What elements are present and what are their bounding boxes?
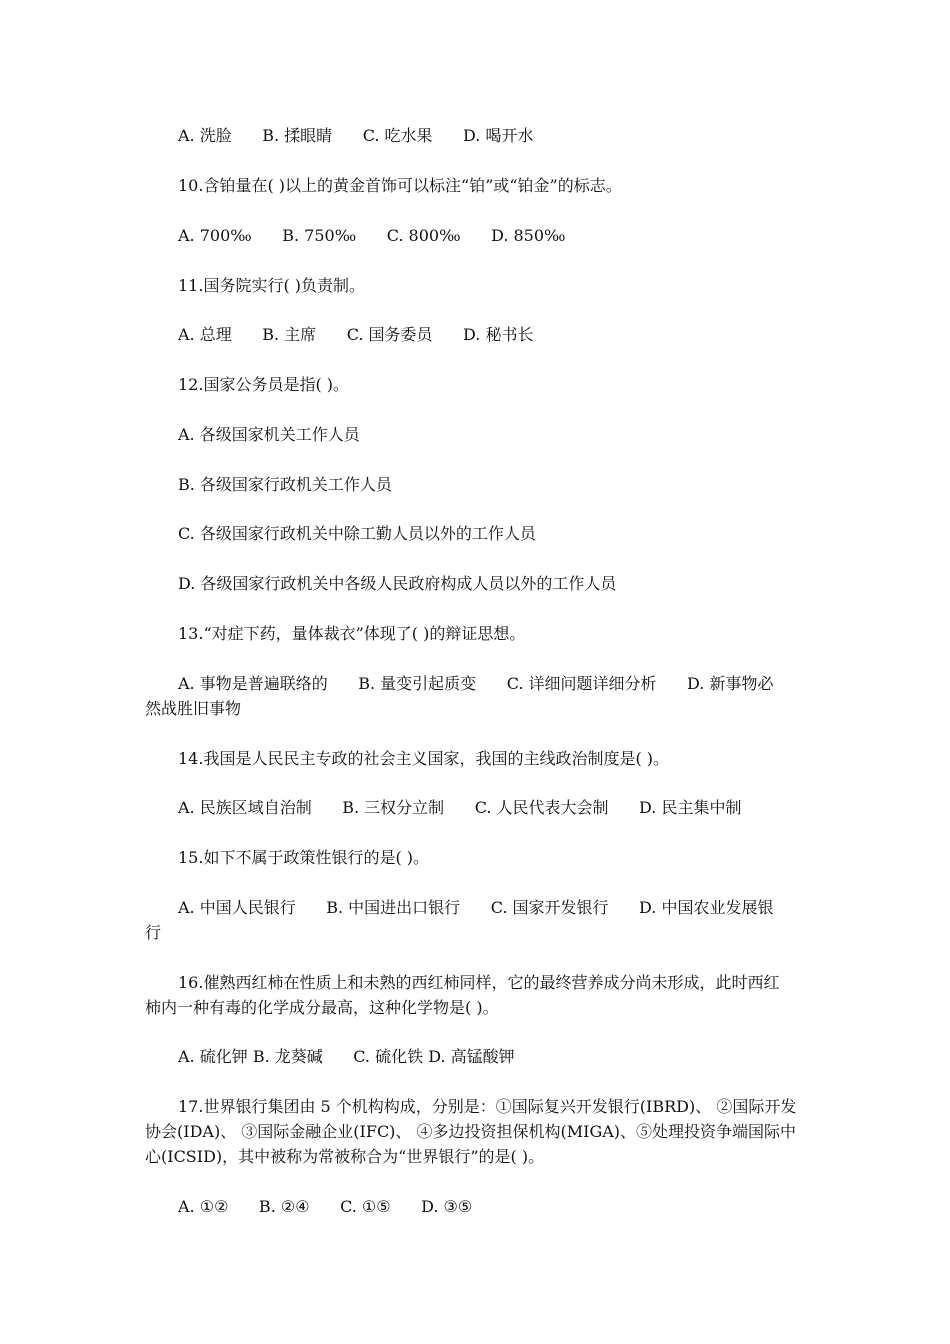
q12-option-a: A. 各级国家机关工作人员 <box>178 425 360 444</box>
q9-options: A. 洗脸 B. 揉眼睛 C. 吃水果 D. 喝开水 <box>178 126 534 145</box>
q13-text: 13.“对症下药，量体裁衣”体现了( )的辩证思想。 <box>178 624 526 643</box>
q12-text: 12.国家公务员是指( )。 <box>178 375 350 394</box>
q15-options-line1: A. 中国人民银行 B. 中国进出口银行 C. 国家开发银行 D. 中国农业发展银 <box>178 898 774 917</box>
q10-text: 10.含铂量在( )以上的黄金首饰可以标注“铂”或“铂金”的标志。 <box>178 176 622 195</box>
q15-options-line2: 行 <box>145 923 162 942</box>
q12-option-d: D. 各级国家行政机关中各级人民政府构成人员以外的工作人员 <box>178 574 617 593</box>
q11-options: A. 总理 B. 主席 C. 国务委员 D. 秘书长 <box>178 325 534 344</box>
q16-text-line1: 16.催熟西红柿在性质上和未熟的西红柿同样，它的最终营养成分尚未形成，此时西红 <box>178 973 780 992</box>
q12-option-c: C. 各级国家行政机关中除工勤人员以外的工作人员 <box>178 524 536 543</box>
q11-text: 11.国务院实行( )负责制。 <box>178 276 366 295</box>
q16-options: A. 硫化钾 B. 龙葵碱 C. 硫化铁 D. 高锰酸钾 <box>178 1047 515 1066</box>
q17-text-line2: 协会(IDA)、 ③国际金融企业(IFC)、 ④多边投资担保机构(MIGA)、⑤处理投资争端国际中 <box>145 1122 797 1141</box>
q17-options: A. ①② B. ②④ C. ①⑤ D. ③⑤ <box>178 1197 473 1216</box>
q15-text: 15.如下不属于政策性银行的是( )。 <box>178 848 430 867</box>
q12-option-b: B. 各级国家行政机关工作人员 <box>178 475 392 494</box>
q14-options: A. 民族区域自治制 B. 三权分立制 C. 人民代表大会制 D. 民主集中制 <box>178 798 742 817</box>
q13-options-line1: A. 事物是普遍联络的 B. 量变引起质变 C. 详细问题详细分析 D. 新事物必 <box>178 674 774 693</box>
q10-options: A. 700‰ B. 750‰ C. 800‰ D. 850‰ <box>178 226 566 245</box>
q17-text-line3: 心(ICSID)，其中被称为常被称合为“世界银行”的是( )。 <box>145 1147 545 1166</box>
q14-text: 14.我国是人民民主专政的社会主义国家，我国的主线政治制度是( )。 <box>178 749 670 768</box>
q13-options-line2: 然战胜旧事物 <box>145 699 242 718</box>
q17-text-line1: 17.世界银行集团由 5 个机构构成，分别是：①国际复兴开发银行(IBRD)、 ②国际开发 <box>178 1097 797 1116</box>
q16-text-line2: 柿内一种有毒的化学成分最高，这种化学物是( )。 <box>145 998 499 1017</box>
